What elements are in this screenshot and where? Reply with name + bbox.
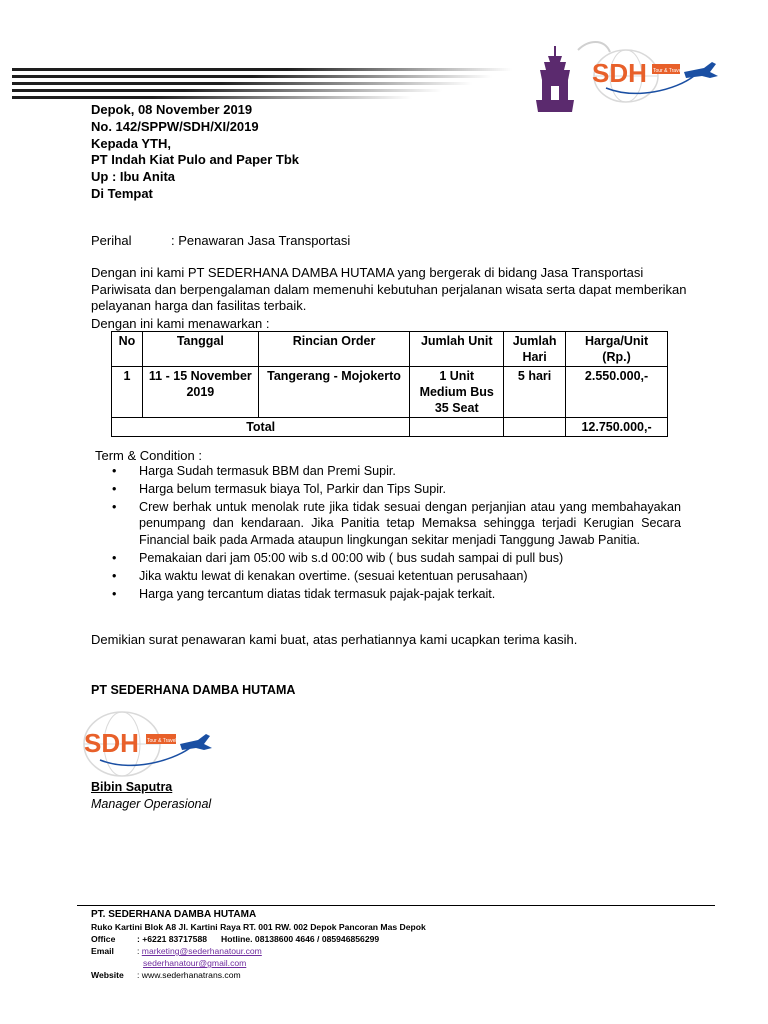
signer-name: Bibin Saputra — [91, 780, 173, 794]
subject-value: : Penawaran Jasa Transportasi — [171, 233, 351, 248]
list-item: • Jika waktu lewat di kenakan overtime. (sesuai ketentuan perusahaan) — [109, 568, 681, 585]
footer-website: Website : www.sederhanatrans.com — [91, 970, 241, 980]
email-link-marketing[interactable]: marketing@sederhanatour.com — [141, 946, 262, 956]
svg-text:Tour & Travel: Tour & Travel — [147, 738, 177, 744]
sdh-logo-icon — [70, 704, 230, 790]
footer-address: Ruko Kartini Blok A8 Jl. Kartini Raya RT. 001 RW. 002 Depok Pancoran Mas Depok — [91, 922, 426, 932]
cell-hari: 5 hari — [504, 367, 566, 418]
company-logo-header — [526, 26, 726, 126]
col-header-unit: Jumlah Unit — [410, 332, 504, 367]
total-empty-unit — [410, 418, 504, 437]
list-item: • Harga yang tercantum diatas tidak termasuk pajak-pajak terkait. — [109, 586, 681, 603]
letterhead-footer — [91, 909, 426, 981]
col-header-no: No — [112, 332, 143, 367]
cell-no: 1 — [112, 367, 143, 418]
table-total-row — [112, 418, 668, 437]
letter-number: No. 142/SPPW/SDH/XI/2019 — [91, 118, 259, 134]
intro-paragraph: Dengan ini kami PT SEDERHANA DAMBA HUTAMA yang bergerak di bidang Jasa Transportasi Pariwisata dan berpengalaman dalam memenuhi kebutuhan perjalanan wisata serta dapat memberikan pelayanan harga dan fasilitas terbaik. — [91, 265, 687, 313]
cell-rincian: Tangerang - Mojokerto — [258, 367, 410, 418]
col-header-harga: Harga/Unit (Rp.) — [566, 332, 668, 367]
recipient-place: Di Tempat — [91, 185, 153, 201]
list-item: • Pemakaian dari jam 05:00 wib s.d 00:00 wib ( bus sudah sampai di pull bus) — [109, 550, 681, 567]
total-empty-hari — [504, 418, 566, 437]
table-row — [112, 367, 668, 418]
subject-line — [91, 233, 350, 249]
airplane-icon — [684, 62, 718, 78]
svg-text:SDH: SDH — [592, 58, 647, 88]
airplane-icon — [180, 734, 212, 750]
email-link-gmail[interactable]: sederhanatour@gmail.com — [143, 958, 247, 968]
closing-text: Demikian surat penawaran kami buat, atas perhatiannya kami ucapkan terima kasih. — [91, 632, 578, 647]
terms-list — [109, 463, 681, 603]
col-header-tanggal: Tanggal — [142, 332, 258, 367]
total-label: Total — [112, 418, 410, 437]
cell-unit: 1 Unit Medium Bus 35 Seat — [410, 367, 504, 418]
col-header-hari: Jumlah Hari — [504, 332, 566, 367]
total-value: 12.750.000,- — [566, 418, 668, 437]
order-table — [111, 331, 668, 437]
table-header-row — [112, 332, 668, 367]
recipient-company: PT Indah Kiat Pulo and Paper Tbk — [91, 152, 300, 168]
temple-emblem-icon — [526, 26, 726, 126]
col-header-rincian: Rincian Order — [258, 332, 410, 367]
list-item: • Crew berhak untuk menolak rute jika tidak sesuai dengan perjanjian atau yang membahayakan penumpang dan kendaraan. Jika Panitia tetap Memaksa sehingga terjadi Kerugian Secara Financial baik pada Armada ataupun lingkungan sekitar menjadi Tanggung Jawab Panitia. — [109, 499, 681, 549]
footer-company: PT. SEDERHANA DAMBA HUTAMA — [91, 909, 257, 920]
svg-text:SDH: SDH — [84, 728, 139, 758]
footer-email: Email : marketing@sederhanatour.com — [91, 946, 262, 956]
cell-tanggal: 11 - 15 November 2019 — [142, 367, 258, 418]
footer-office: Office : +6221 83717588 Hotline. 08138600 4646 / 085946856299 — [91, 934, 380, 944]
list-item: • Harga Sudah termasuk BBM dan Premi Supir. — [109, 463, 681, 480]
svg-text:Tour & Travel: Tour & Travel — [653, 68, 683, 74]
letter-date: Depok, 08 November 2019 — [91, 102, 253, 117]
subject-label: Perihal — [91, 233, 132, 248]
terms-title: Term & Condition : — [95, 448, 202, 463]
letter-header — [91, 102, 299, 203]
offer-line: Dengan ini kami menawarkan : — [91, 316, 270, 331]
list-item: • Harga belum termasuk biaya Tol, Parkir dan Tips Supir. — [109, 481, 681, 498]
signer-position: Manager Operasional — [91, 797, 212, 811]
footer-divider — [77, 905, 715, 906]
signature-company: PT SEDERHANA DAMBA HUTAMA — [91, 683, 296, 697]
recipient-attention: Up : Ibu Anita — [91, 169, 176, 185]
cell-harga: 2.550.000,- — [566, 367, 668, 418]
footer-email-2 — [91, 957, 426, 969]
website-link[interactable]: : www.sederhanatrans.com — [137, 970, 241, 980]
recipient-greeting: Kepada YTH, — [91, 135, 171, 151]
company-logo-signature — [70, 704, 230, 790]
